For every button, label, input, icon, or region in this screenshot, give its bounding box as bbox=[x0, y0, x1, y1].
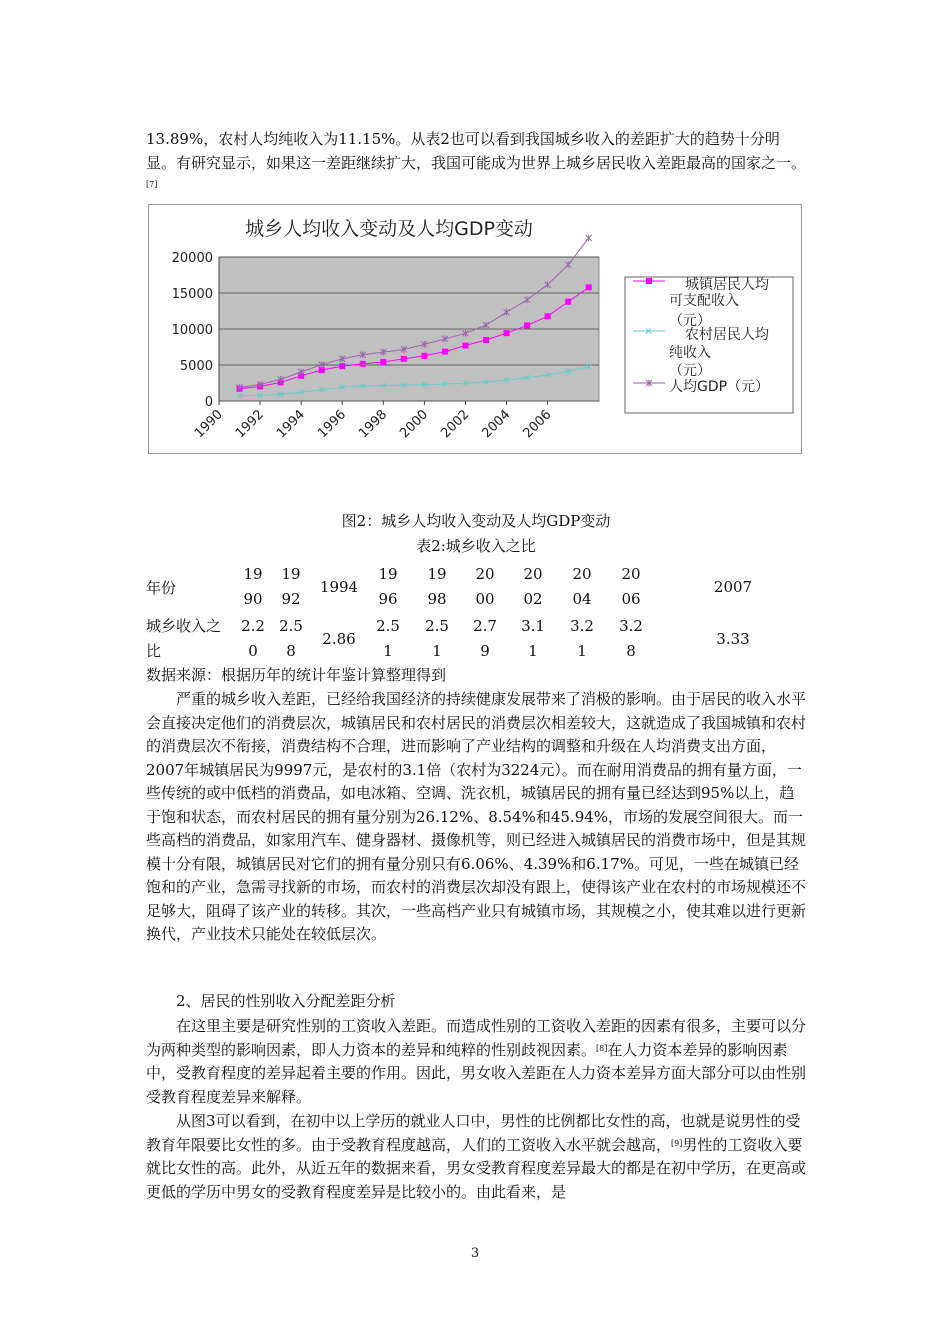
y-tick-label: 20000 bbox=[171, 251, 213, 266]
data-point bbox=[442, 349, 448, 355]
y-tick-label: 10000 bbox=[171, 323, 213, 338]
paragraph-intro: 13.89%，农村人均纯收入为11.15%。从表2也可以看到我国城乡收入的差距扩大的趋势十分明显。有研究显示，如果这一差距继续扩大，我国可能成为世界上城乡居民收入差距最高的国家之一。[7] bbox=[146, 130, 807, 189]
legend-marker bbox=[646, 278, 652, 284]
y-tick-label: 0 bbox=[204, 395, 213, 410]
ratio-cell: 2.86 bbox=[322, 630, 356, 648]
data-point bbox=[586, 234, 592, 241]
legend-label: 纯收入 bbox=[669, 345, 711, 361]
data-point bbox=[545, 313, 551, 319]
section-heading: 2、居民的性别收入分配差距分析 bbox=[176, 992, 396, 1010]
data-point bbox=[586, 284, 592, 290]
year-cell: 1996 bbox=[378, 565, 398, 608]
x-tick-label: 1996 bbox=[315, 407, 350, 442]
x-tick-label: 1998 bbox=[356, 407, 391, 442]
x-tick-label: 2000 bbox=[397, 407, 432, 442]
ratio-cell: 3.28 bbox=[619, 617, 643, 660]
data-point bbox=[483, 337, 489, 343]
table-caption: 表2:城乡收入之比 bbox=[416, 537, 536, 555]
ratio-cell: 3.21 bbox=[570, 617, 594, 660]
legend-label: 人均GDP（元） bbox=[669, 379, 770, 395]
chart-title: 城乡人均收入变动及人均GDP变动 bbox=[245, 218, 533, 240]
chart-income-gdp bbox=[148, 204, 802, 454]
y-tick-label: 15000 bbox=[171, 287, 213, 302]
figure-caption: 图2：城乡人均收入变动及人均GDP变动 bbox=[341, 512, 611, 530]
year-cell: 1998 bbox=[427, 565, 447, 608]
income-ratio-table bbox=[146, 561, 806, 665]
year-cell: 2004 bbox=[572, 565, 592, 608]
data-point bbox=[462, 343, 468, 349]
year-cell: 2002 bbox=[523, 565, 543, 608]
legend-label: 农村居民人均 bbox=[685, 327, 769, 343]
data-point bbox=[504, 330, 510, 336]
data-point bbox=[339, 363, 345, 369]
chart-canvas bbox=[149, 205, 801, 453]
paragraph-consumption: 严重的城乡收入差距，已经给我国经济的持续健康发展带来了消极的影响。由于居民的收入水平会直接决定他们的消费层次，城镇居民和农村居民的消费层次相差较大，这就造成了我国城镇和农村的消费层次不衔接，消费结构不合理，进而影响了产业结构的调整和升级在人均消费支出方面，2007年城镇居民为9997元，是农村的3.1倍（农村为3224元）。而在耐用消费品的拥有量方面，一些传统的或中低档的消费品，如电冰箱、空调、洗衣机，城镇居民的拥有量已经达到95%以上，趋于饱和状态，而农村居民的拥有量分别为26.12%、8.54%和45.94%，市场的发展空间很大。而一些高档的消费品，如家用汽车、健身器材、摄像机等，则已经进入城镇居民的消费市场中，但是其规模十分有限，城镇居民对它们的拥有量分别只有6.06%、4.39%和6.17%。可见，一些在城镇已经饱和的产业，急需寻找新的市场，而农村的消费层次却没有跟上，使得该产业在农村的市场规模还不足够大，阻碍了该产业的转移。其次，一些高档产业只有城镇市场，其规模之小，使其难以进行更新换代，产业技术只能处在较低层次。 bbox=[146, 690, 807, 943]
data-point bbox=[360, 361, 366, 367]
data-point bbox=[401, 356, 407, 362]
ratio-cell: 3.11 bbox=[521, 617, 545, 660]
year-cell: 1994 bbox=[319, 578, 359, 596]
table-row-years bbox=[146, 561, 806, 613]
ratio-cell: 2.51 bbox=[425, 617, 449, 660]
x-tick-label: 2006 bbox=[520, 407, 555, 442]
x-tick-label: 2004 bbox=[479, 407, 514, 442]
data-point bbox=[421, 353, 427, 359]
x-tick-label: 2002 bbox=[438, 407, 473, 442]
ratio-cell: 2.20 bbox=[241, 617, 265, 660]
paragraph-gender-gap: 在这里主要是研究性别的工资收入差距。而造成性别的工资收入差距的因素有很多，主要可以分为两种类型的影响因素，即人力资本的差异和纯粹的性别歧视因素。[8]在人力资本差异的影响因素中，受教育程度的差异起着主要的作用。因此，男女收入差距在人力资本差异方面大部分可以由性别受教育程度差异来解释。 bbox=[146, 1017, 807, 1106]
data-point bbox=[380, 359, 386, 365]
ratio-cell: 2.79 bbox=[473, 617, 497, 660]
x-tick-label: 1992 bbox=[232, 407, 267, 442]
year-cell: 2000 bbox=[475, 565, 495, 608]
page-number: 3 bbox=[470, 1246, 480, 1261]
year-cell: 1990 bbox=[243, 565, 263, 608]
legend-label: （元） bbox=[669, 363, 711, 379]
row-label-ratio: 城乡收入之比 bbox=[146, 617, 222, 660]
year-cell: 1992 bbox=[281, 565, 301, 608]
x-tick-label: 1990 bbox=[191, 407, 226, 442]
citation: [7] bbox=[146, 180, 158, 189]
paragraph-education: 从图3可以看到，在初中以上学历的就业人口中，男性的比例都比女性的高，也就是说男性的受教育年限要比女性的多。由于受教育程度越高，人们的工资收入水平就会越高，[9]男性的工资收入要就比女性的高。此外，从近五年的数据来看，男女受教育程度差异最大的都是在初中学历，在更高或更低的学历中男女的受教育程度差异是比较小的。由此看来，是 bbox=[146, 1112, 807, 1201]
data-source-note: 数据来源：根据历年的统计年鉴计算整理得到 bbox=[146, 666, 447, 684]
citation: [9] bbox=[671, 1138, 683, 1148]
legend-label: （元） bbox=[669, 313, 711, 329]
x-tick-label: 1994 bbox=[273, 407, 308, 442]
year-cell: 2006 bbox=[621, 565, 641, 608]
legend-label: 可支配收入 bbox=[669, 293, 739, 309]
data-point bbox=[524, 322, 530, 328]
y-tick-label: 5000 bbox=[179, 359, 213, 374]
legend-label: 城镇居民人均 bbox=[685, 277, 769, 293]
row-label-year: 年份 bbox=[146, 578, 177, 597]
ratio-cell: 3.33 bbox=[716, 630, 750, 648]
data-point bbox=[565, 299, 571, 305]
ratio-cell: 2.51 bbox=[376, 617, 400, 660]
table-row-ratios bbox=[146, 613, 806, 665]
citation: [8] bbox=[596, 1043, 608, 1053]
year-cell: 2007 bbox=[713, 578, 753, 596]
ratio-cell: 2.58 bbox=[279, 617, 303, 660]
